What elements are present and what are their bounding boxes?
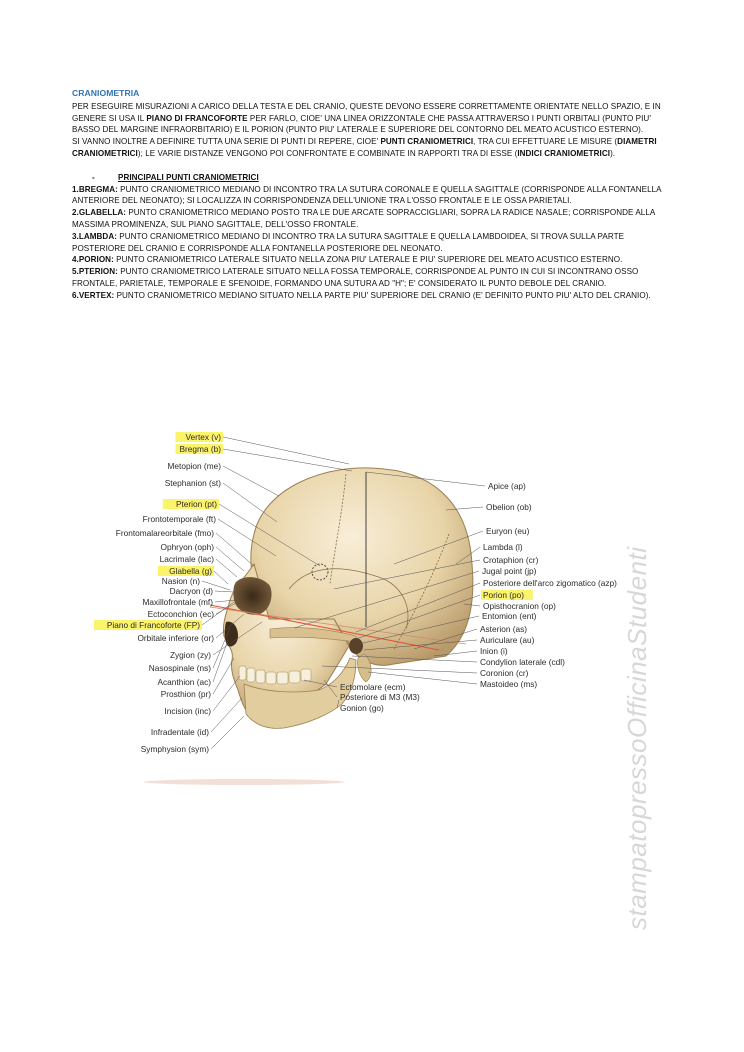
point-item [72,290,674,302]
figure-label: Obelion (ob) [486,502,532,512]
figure-label: Ophryon (oph) [160,542,214,552]
figure-label: Pterion (pt) [175,499,217,509]
leader-line [213,628,230,668]
figure-label: Auriculare (au) [480,635,535,645]
leader-line [216,559,237,577]
point-item [72,184,674,208]
figure-label: Coronion (cr) [480,668,529,678]
figure-label: Piano di Francoforte (FP) [106,620,200,630]
figure-label: Vertex (v) [185,432,221,442]
figure-label: Maxillofrontale (mf) [142,597,213,607]
intro2-text-e: ); LE VARIE DISTANZE VENGONO POI CONFRONTATE E COMBINATE IN RAPPORTI TRA DI ESSE ( [137,148,518,158]
figure-label: Posteriore di M3 (M3) [340,692,420,702]
watermark-text: stampatopressoOfficinaStudenti [622,546,652,930]
figure-label: Bregma (b) [179,444,221,454]
figure-label: Nasospinale (ns) [148,663,211,673]
intro2-bold-d: DIAMETRI CRANIOMETRICI [72,137,657,158]
intro-text-rest: PER FARLO, CIOE' UNA LINEA ORIZZONTALE CHE PASSA ATTRAVERSO I PUNTI ORBITALI (PUNTO PIU' BASSO DEL MARGINE INFRAORBITARIO) E IL PORION (PUNTO PIU' LATERALE E SUPERIORE DEL CONTORNO DEL MEATO ACUSTICO ESTERNO). [72,113,651,135]
figure-label: Glabella (g) [169,566,212,576]
leader-line [216,533,254,566]
figure-label: Inion (i) [480,646,508,656]
skull-figure [94,414,660,786]
watermark [580,520,690,940]
intro2-text-c: , TRA CUI EFFETTUARE LE MISURE ( [473,137,618,147]
leader-line [213,676,240,711]
section-heading-text: PRINCIPALI PUNTI CRANIOMETRICI [118,172,259,182]
point-term: 3.LAMBDA: [72,231,117,241]
figure-label: Apice (ap) [488,481,526,491]
point-term: 4.PORION: [72,255,114,265]
figure-label: Lambda (l) [483,542,523,552]
bullet-dash: - [92,172,95,182]
intro2-text-a: SI VANNO INOLTRE A DEFINIRE TUTTA UNA SERIE DI PUNTI DI REPERE, CIOE' [72,137,381,147]
point-text: PUNTO CRANIOMETRICO MEDIANO DI INCONTRO TRA LA SUTURA SAGITTALE E QUELLA LAMBDOIDEA, SI TROVA SULLA PARTE POSTERIORE DEL CRANIO E CORRISPONDE ALLA FONTANELLA POSTERIORE DEL NEONATO. [72,231,625,253]
intro2-text-g: ). [610,148,616,158]
figure-label: Zygion (zy) [169,650,211,660]
figure-label: Stephanion (st) [164,478,221,488]
point-item [72,266,674,290]
point-item [72,231,674,255]
leader-line [211,716,244,749]
figure-label: Mastoideo (ms) [480,679,538,689]
point-text: PUNTO CRANIOMETRICO MEDIANO SITUATO NELLA PARTE PIU' SUPERIORE DEL CRANIO (E' DEFINITO PUNTO PIU' ALTO DEL CRANIO). [114,290,651,300]
skull-diagram [94,414,660,786]
bottom-labels [340,682,420,713]
intro2-bold-f: INDICI CRANIOMETRICI [517,148,611,158]
leader-line [214,571,228,584]
document-title: CRANIOMETRIA [72,88,140,98]
point-text: PUNTO CRANIOMETRICO LATERALE SITUATO NELLA ZONA PIU' LATERALE E PIU' SUPERIORE DEL MEATO ACUSTICO ESTERNO. [113,255,623,265]
leader-line [223,483,277,522]
point-text: PUNTO CRANIOMETRICO LATERALE SITUATO NELLA FOSSA TEMPORALE, CORRISPONDE AL PUNTO IN CUI SI INCONTRANO OSSO FRONTALE, PARIETALE, TEMPORALE E SFENOIDE, FORMANDO UNA SUTURA AD "H"; E' CONSIDERATO IL PUNTO DEBOLE DEL CRANIO. [72,267,639,288]
point-term: 6.VERTEX: [72,290,115,300]
figure-label: Incision (inc) [164,706,211,716]
point-term: 5.PTERION: [72,267,118,277]
intro-text: PER ESEGUIRE MISURAZIONI A CARICO DELLA TESTA E DEL CRANIO, QUESTE DEVONO ESSERE CORRETTAMENTE ORIENTATE NELLO SPAZIO, E IN GENERE SI USA IL [72,101,661,123]
intro-bold-term: PIANO DI FRANCOFORTE [146,113,248,123]
figure-label: Dacryon (d) [169,586,213,596]
left-labels [94,432,223,754]
leader-line [211,698,242,732]
point-text: PUNTO CRANIOMETRICO MEDIANO DI INCONTRO TRA LA SUTURA CORONALE E QUELLA SAGITTALE (CORRISPONDE ALLA FONTANELLA ANTERIORE DEL NEONATO); SI LOCALIZZA IN CORRISPONDENZA DELL'UNIONE TRA L'OSSO FRONTALE E LE OSSA PARIETALI. [72,184,662,206]
leader-line [216,547,244,571]
ear-canal [349,638,363,654]
figure-label: Gonion (go) [340,703,384,713]
leader-line [223,449,352,471]
point-term: 2.GLABELLA: [72,208,127,218]
point-text: PUNTO CRANIOMETRICO MEDIANO POSTO TRA LE DUE ARCATE SOPRACCIGLIARI, SOPRA LA RADICE NASALE; CORRISPONDE ALLA MASSIMA PROMINENZA, SUL PIANO SAGITTALE, DELL'OSSO FRONTALE. [72,208,655,229]
leader-line [213,658,234,694]
figure-label: Crotaphion (cr) [483,555,539,565]
figure-label: Acanthion (ac) [157,677,211,687]
point-item [72,207,674,231]
section-heading [92,172,674,184]
figure-label: Euryon (eu) [486,526,530,536]
figure-label: Orbitale inferiore (or) [137,633,214,643]
figure-label: Frontotemporale (ft) [142,514,216,524]
figure-label: Ectomolare (ecm) [340,682,406,692]
figure-label: Prosthion (pr) [160,689,211,699]
leader-line [213,640,228,682]
point-term: 1.BREGMA: [72,184,118,194]
figure-label: Symphysion (sym) [140,744,209,754]
figure-label: Asterion (as) [480,624,528,634]
figure-label: Lacrimale (lac) [159,554,214,564]
intro-paragraph-2 [72,136,674,160]
figure-label: Frontomalareorbitale (fmo) [115,528,214,538]
figure-label: Metopion (me) [167,461,221,471]
figure-label: Infradentale (id) [150,727,209,737]
figure-shadow [144,779,344,785]
figure-label: Posteriore dell'arco zigomatico (azp) [483,578,617,588]
leader-line [223,466,279,496]
figure-label: Ectoconchion (ec) [147,609,214,619]
intro-paragraph-1 [72,101,674,136]
figure-label: Porion (po) [483,590,525,600]
point-item [72,254,674,266]
figure-label: Opisthocranion (op) [483,601,556,611]
figure-label: Entomion (ent) [482,611,537,621]
figure-label: Condylion laterale (cdl) [480,657,565,667]
text-block [72,88,674,302]
intro2-bold-b: PUNTI CRANIOMETRICI [380,137,474,147]
leader-line [215,591,234,592]
figure-label: Nasion (n) [161,576,200,586]
figure-label: Jugal point (jp) [482,566,537,576]
watermark-svg [580,520,690,940]
